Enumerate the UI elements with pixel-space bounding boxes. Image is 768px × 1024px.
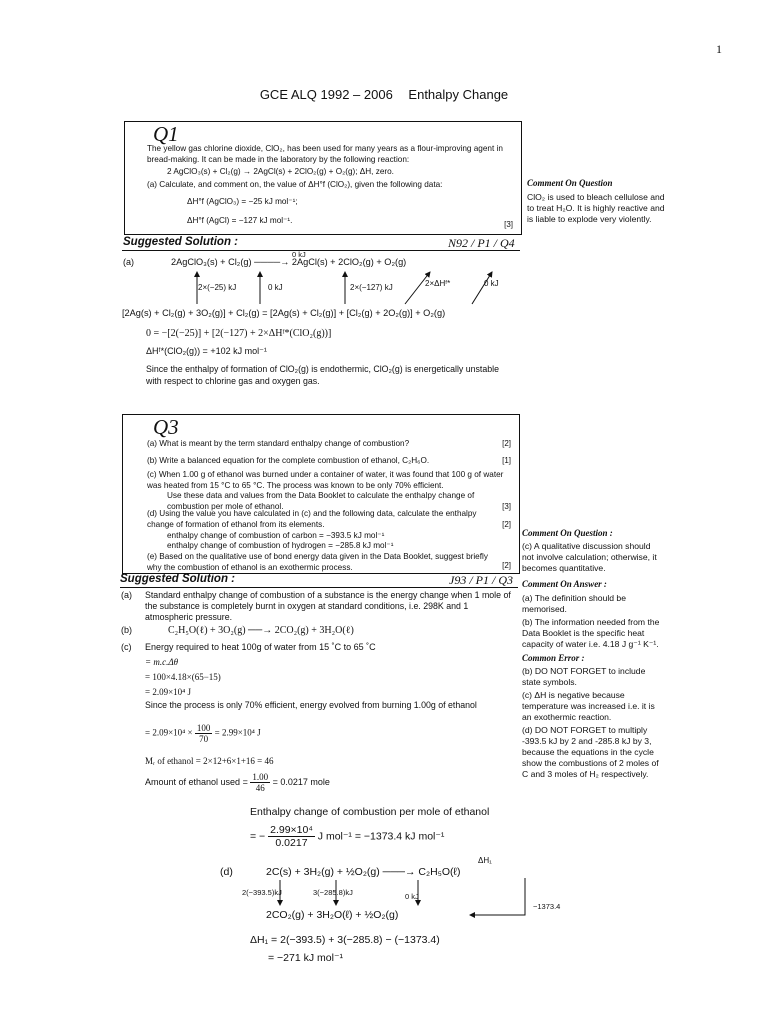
q3-sol-b: C₂H₅O(ℓ) + 3O₂(g) ──→ 2CO₂(g) + 3H₂O(ℓ) xyxy=(168,625,354,636)
q3-data-hydrogen: enthalpy change of combustion of hydrogen = −285.8 kJ mol⁻¹ xyxy=(167,541,394,550)
q3-sol-c-2: = m.c.Δθ xyxy=(145,657,179,667)
q3-part-d: (d) Using the value you have calculated in (c) and the following data, calculate the enthalpy change of formation of ethanol from its elements. xyxy=(147,509,477,529)
q1-a-label: (a) xyxy=(123,257,134,267)
q1-comment-title: Comment On Question xyxy=(527,178,613,188)
q3-ce-b: (b) DO NOT FORGET to include state symbols. xyxy=(522,666,646,687)
q3-sol-c-3: = 100×4.18×(65−15) xyxy=(145,672,221,682)
q1-cycle-right-1: 2×(−127) kJ xyxy=(350,283,393,292)
q3-d-arrow-label: ΔH₁ xyxy=(478,856,492,865)
q3-comb-title: Enthalpy change of combustion per mole of ethanol xyxy=(250,806,490,818)
q1-suggested-heading: Suggested Solution : xyxy=(123,236,238,248)
q3-comb-right: J mol⁻¹ = −1373.4 kJ mol⁻¹ xyxy=(317,830,445,843)
q3-sol-b-label: (b) xyxy=(121,625,132,635)
q3-c6-right: = 2.99×10⁴ J xyxy=(214,727,261,738)
q3-d-return-arrow xyxy=(470,878,525,915)
q3-d-right-label: −1373.4 xyxy=(533,902,561,911)
q3-sol-c-label: (c) xyxy=(121,642,132,652)
q1-cycle-left-2: 0 kJ xyxy=(268,283,283,292)
q1-cycle-right-3: 0 kJ xyxy=(484,279,499,288)
q1-comment-text: ClO₂ is used to bleach cellulose and to treat H₂O. It is highly reactive and is liable to explode very violently. xyxy=(527,192,665,224)
q3-suggested-heading: Suggested Solution : xyxy=(120,573,235,585)
q3-part-b-marks: [1] xyxy=(502,456,511,465)
q1-arrow-right-2 xyxy=(405,272,430,304)
page-number: 1 xyxy=(716,42,722,56)
q3-part-e-marks: [2] xyxy=(502,561,511,570)
q1-cycle-right-2: 2×ΔHᶠ* xyxy=(425,279,451,288)
q3-part-d-marks: [2] xyxy=(502,520,511,529)
q1-data-agclo3: ΔH°f (AgClO₃) = −25 kJ mol⁻¹; xyxy=(187,197,298,206)
q3-sol-a: Standard enthalpy change of combustion of a substance is the energy change when 1 mole of the substance is completely burnt in oxygen at standard conditions, i.e. 298K and 1 atmospheric pressure. xyxy=(145,590,511,622)
q3-label: Q3 xyxy=(153,415,179,439)
q1-part-a: (a) Calculate, and comment on, the value of ΔH°f (ClO₂), given the following data: xyxy=(147,180,443,189)
q1-data-agcl: ΔH°f (AgCl) = −127 kJ mol⁻¹. xyxy=(187,216,293,225)
q1-arrow-right-3 xyxy=(472,272,492,304)
q3-d-label: (d) xyxy=(220,866,233,878)
q3-ca-a: (a) The definition should be memorised. xyxy=(522,593,626,614)
q3-reference: J93 / P1 / Q3 xyxy=(449,573,513,587)
q3-ca-b: (b) The information needed from the Data Booklet is the specific heat capacity of water i.e. 4.18 J g⁻¹ K⁻¹. xyxy=(522,617,660,649)
q3-sol-c-4: = 2.09×10⁴ J xyxy=(145,687,192,697)
q3-comb-den: 0.0217 xyxy=(275,837,308,849)
q3-c8-left: Amount of ethanol used = xyxy=(145,776,248,787)
q3-data-carbon: enthalpy change of combustion of carbon = −393.5 kJ mol⁻¹ xyxy=(167,531,385,540)
q3-ce-c: (c) ΔH is negative because temperature was increased i.e. it is an exothermic reaction. xyxy=(522,690,655,722)
q3-c8-den: 46 xyxy=(255,783,265,793)
q1-reference: N92 / P1 / Q4 xyxy=(448,236,515,250)
q3-sol-c-7: Mᵣ of ethanol = 2×12+6×1+16 = 46 xyxy=(145,756,274,766)
q3-d-top: 2C(s) + 3H₂(g) + ½O₂(g) ───→ C₂H₅O(ℓ) xyxy=(266,866,461,878)
q3-d-left-2: 3(−285.8)kJ xyxy=(313,888,353,897)
q3-ce-d: (d) DO NOT FORGET to multiply -393.5 kJ by 2 and -285.8 kJ by 3, because the equations in the cycle show the combustions of 2 moles of C and 3 moles of H₂ respectively. xyxy=(522,725,659,779)
q1-label: Q1 xyxy=(153,122,179,146)
q1-cycle-bottom: [2Ag(s) + Cl₂(g) + 3O₂(g)] + Cl₂(g) = [2Ag(s) + Cl₂(g)] + [Cl₂(g) + 2O₂(g)] + O₂(g) xyxy=(122,308,446,318)
q3-comb-num: 2.99×10⁴ xyxy=(270,824,313,836)
q3-d-result-2: = −271 kJ mol⁻¹ xyxy=(268,952,343,964)
q3-sol-c-5: Since the process is only 70% efficient, energy evolved from burning 1.00g of ethanol xyxy=(145,700,477,710)
q3-part-c-1: (c) When 1.00 g of ethanol was burned under a container of water, it was found that 100 g of water was heated from 15 °C to 65 °C. The process was known to be only 70% efficient. xyxy=(147,470,504,490)
q3-sol-c-1: Energy required to heat 100g of water from 15 ˚C to 65 ˚C xyxy=(145,642,376,652)
title-topic: Enthalpy Change xyxy=(408,87,509,102)
q3-comb-left: = − xyxy=(250,830,266,843)
q3-c8-num: 1.00 xyxy=(252,772,269,782)
q1-cycle-top: 2AgClO₃(s) + Cl₂(g) ────→ 2AgCl(s) + 2ClO₂(g) + O₂(g) xyxy=(171,257,407,267)
q1-cycle-left-1: 2×(−25) kJ xyxy=(198,283,237,292)
q1-cycle-top-arrow-label: 0 kJ xyxy=(292,250,306,259)
q3-sol-a-label: (a) xyxy=(121,590,132,600)
q3-part-a-marks: [2] xyxy=(502,439,511,448)
q3-part-b: (b) Write a balanced equation for the complete combustion of ethanol, C₂H₆O. xyxy=(147,456,430,465)
q3-c6-num: 100 xyxy=(196,723,211,733)
q3-part-c-marks: [3] xyxy=(502,502,511,511)
q1-marks: [3] xyxy=(504,220,513,229)
q3-d-left-1: 2(−393.5)kJ xyxy=(242,888,282,897)
q1-conclusion: Since the enthalpy of formation of ClO₂(g) is endothermic, ClO₂(g) is energetically unstable with respect to chlorine gas and oxygen gas. xyxy=(146,364,500,386)
q3-part-a: (a) What is meant by the term standard enthalpy change of combustion? xyxy=(147,439,410,448)
q3-part-e: (e) Based on the qualitative use of bond energy data given in the Data Booklet, suggest briefly why the combustion of ethanol is an exothermic process. xyxy=(147,552,488,572)
q3-ca-title: Comment On Answer : xyxy=(522,579,607,589)
title-series: GCE ALQ 1992 – 2006 xyxy=(259,87,393,102)
q1-calc-2: ΔHᶠ*(ClO₂(g)) = +102 kJ mol⁻¹ xyxy=(146,346,267,356)
q1-intro: The yellow gas chlorine dioxide, ClO₂, has been used for many years as a flour-improving agent in bread-making. It can be made in the laboratory by the following reaction: xyxy=(147,144,503,164)
q3-d-bottom: 2CO₂(g) + 3H₂O(ℓ) + ½O₂(g) xyxy=(266,909,399,921)
q3-c8-right: = 0.0217 mole xyxy=(272,776,330,787)
q3-c6-den: 70 xyxy=(199,734,209,744)
q3-part-c-2: Use these data and values from the Data Booklet to calculate the enthalpy change of combustion per mole of ethanol. xyxy=(167,491,475,511)
q3-c6-left: = 2.09×10⁴ × xyxy=(145,727,193,738)
q1-calc-1: 0 = −[2(−25)] + [2(−127) + 2×ΔHᶠ*(ClO₂(g))] xyxy=(146,328,332,339)
q1-reaction: 2 AgClO₃(s) + Cl₂(g) → 2AgCl(s) + 2ClO₂(g) + O₂(g); ΔH, zero. xyxy=(167,167,394,176)
q3-cq-title: Comment On Question : xyxy=(522,528,613,538)
q3-d-result-1: ΔH₁ = 2(−393.5) + 3(−285.8) − (−1373.4) xyxy=(250,934,440,946)
q3-ce-title: Common Error : xyxy=(522,653,585,663)
q3-cq-text: (c) A qualitative discussion should not involve calculation; otherwise, it becomes quantitative. xyxy=(522,541,657,573)
q3-d-left-3: 0 kJ xyxy=(405,892,419,901)
